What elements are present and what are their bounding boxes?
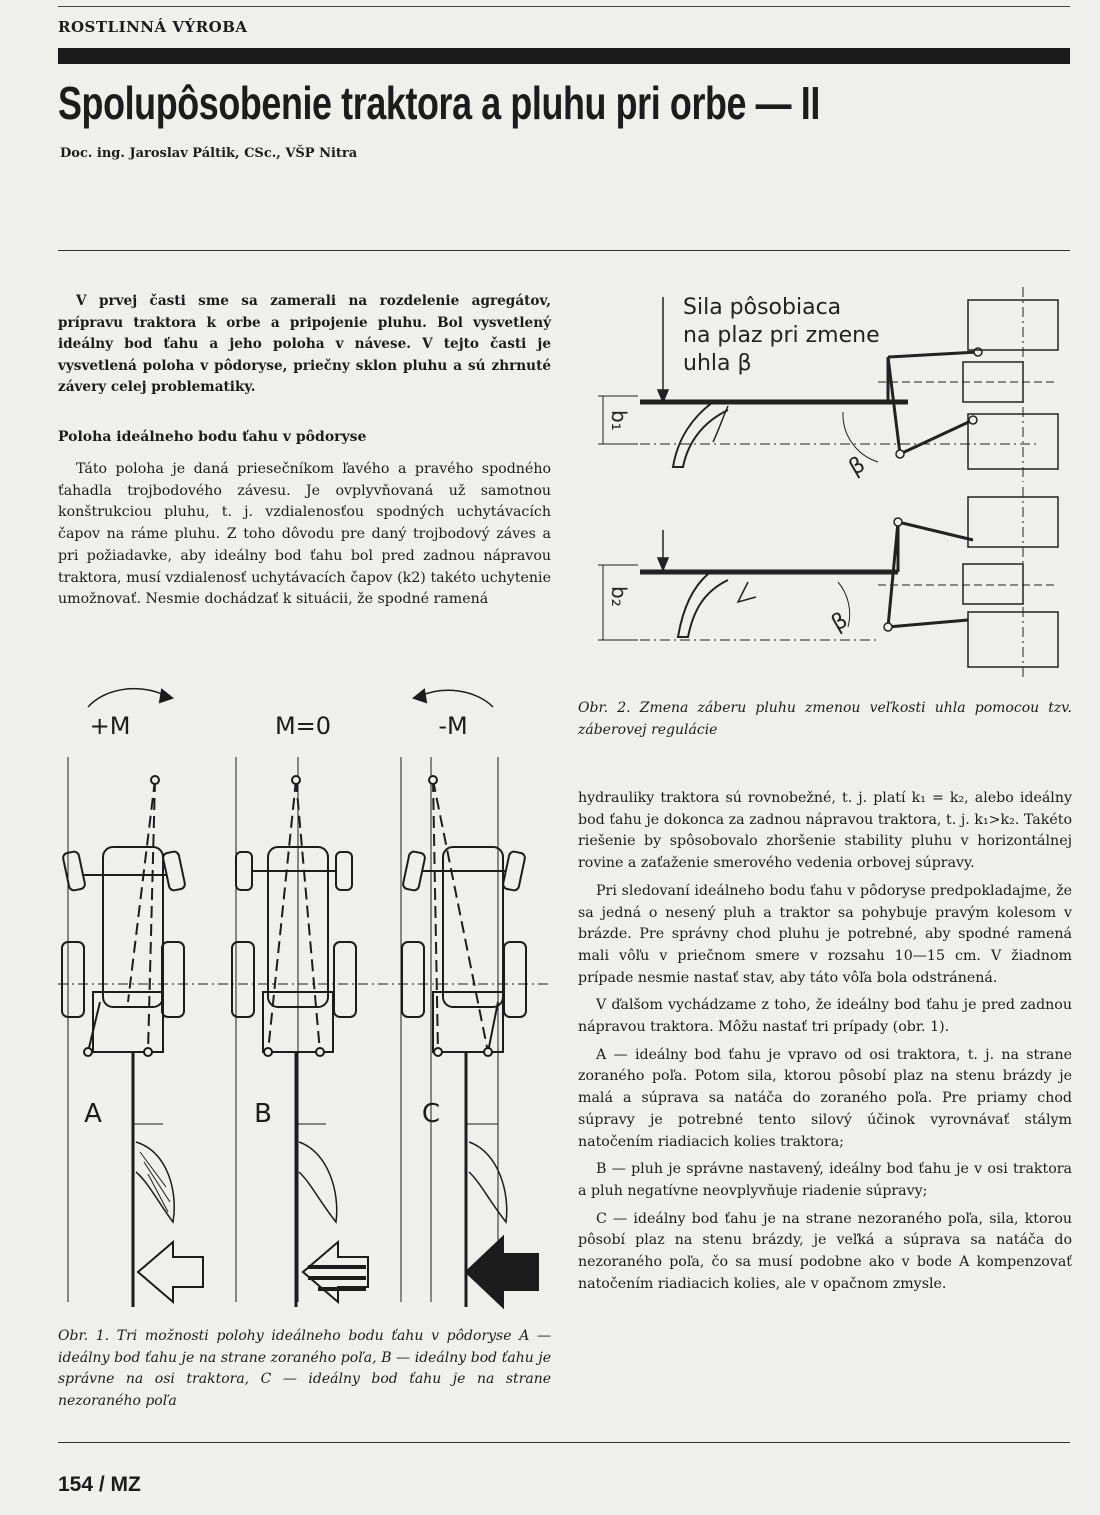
case-label-a: A bbox=[84, 1099, 102, 1129]
fig2-b2-label: b₂ bbox=[607, 586, 631, 607]
right-paragraph: B — pluh je správne nastavený, ideálny bod ťahu je v osi traktora a pluh negatívne neovplyvňuje riadenie súpravy; bbox=[578, 1161, 1072, 1199]
figure-2-caption: Obr. 2. Zmena záberu pluhu zmenou veľkosti uhla pomocou tzv. záberovej regulácie bbox=[578, 700, 1072, 738]
fig2-b1-label: b₁ bbox=[607, 410, 631, 431]
right-paragraph: V ďalšom vychádzame z toho, že ideálny bod ťahu je pred zadnou nápravou traktora. Môžu nastať tri prípady (obr. 1). bbox=[578, 997, 1072, 1036]
figure-1 bbox=[58, 662, 551, 1317]
top-rule bbox=[58, 6, 1070, 7]
fig2-beta-upper: β bbox=[844, 452, 870, 481]
right-paragraph: C — ideálny bod ťahu je na strane nezoraného poľa, sila, ktorou pôsobí plaz na stenu brázdy, je veľká a súprava sa natáča do nezoraného poľa, čo sa musí podobne ako v bode A kompenzovať natočením riadiacich kolies, ale v opačnom zmysle. bbox=[578, 1210, 1072, 1292]
header-bar bbox=[58, 48, 1070, 64]
right-paragraph: hydrauliky traktora sú rovnobežné, t. j. platí k₁ = k₂, alebo ideálny bod ťahu je dokonca za zadnou nápravou traktora, t. j. k₁>k₂. Takéto riešenie by spôsobovalo zhoršenie stability pluhu v horizontálnej rovine a zaťaženie smerového vedenia orbovej súpravy. bbox=[578, 790, 1072, 872]
case-label-b: B bbox=[254, 1099, 272, 1129]
figure-2 bbox=[578, 282, 1072, 682]
lead-paragraph: V prvej časti sme sa zamerali na rozdelenie agregátov, prípravu traktora k orbe a pripojenie pluhu. Bol vysvetlený ideálny bod ťahu a jeho poloha v návese. V tejto časti je vysvetlená poloha v pôdoryse, priečny sklon pluhu a sú zhrnuté závery celej problematiky. bbox=[58, 293, 551, 395]
tractor-c bbox=[402, 776, 538, 1307]
case-label-c: C bbox=[421, 1099, 441, 1129]
article-title: Spolupôsobenie traktora a pluhu pri orbe — II bbox=[58, 77, 820, 129]
moment-label-a: +M bbox=[89, 712, 131, 740]
subheading: Poloha ideálneho bodu ťahu v pôdoryse bbox=[58, 429, 367, 445]
figure-1-caption: Obr. 1. Tri možnosti polohy ideálneho bodu ťahu v pôdoryse A — ideálny bod ťahu je na strane zoraného poľa, B — ideálny bod ťahu je správne na osi traktora, C — ideálny bod ťahu je na strane nezoraného poľa bbox=[58, 1328, 551, 1409]
moment-label-c: -M bbox=[438, 712, 468, 740]
fig2-label-line2: na plaz pri zmene bbox=[683, 323, 880, 348]
moment-label-b: M=0 bbox=[274, 712, 332, 740]
fig2-label-line3: uhla β bbox=[683, 351, 752, 376]
footer-rule bbox=[58, 1442, 1070, 1443]
right-paragraph: Pri sledovaní ideálneho bodu ťahu v pôdoryse predpokladajme, že sa jedná o nesený pluh a traktor sa pohybuje pravým kolesom v brázde. Pre správny chod pluhu je potrebné, aby spodné ramená mali vôľu v priečnom smere v rozsahu 10—15 cm. V žiadnom prípade nesmie nastať stav, aby táto vôľa bola odstránená. bbox=[578, 882, 1072, 986]
title-rule bbox=[58, 250, 1070, 251]
right-column-text bbox=[578, 788, 1072, 1301]
fig2-label-line1: Sila pôsobiaca bbox=[683, 295, 842, 320]
tractor-b bbox=[232, 776, 368, 1307]
left-column-text bbox=[58, 459, 551, 617]
page-number: 154 / MZ bbox=[58, 1473, 141, 1496]
fig2-beta-lower: β bbox=[827, 607, 853, 637]
left-paragraph: Táto poloha je daná priesečníkom ľavého a pravého spodného ťahadla trojbodového závesu. Je ovplyvňovaná už samotnou konštrukciou pluhu, t. j. vzdialenosťou spodných uchytávacích čapov na ráme pluhu. Z toho dôvodu pre daný trojbodový záves a pri požiadavke, aby ideálny bod ťahu bol pred zadnou nápravou traktora, musí vzdialenosť uchytávacích čapov (k2) takéto uchytenie umožnovať. Nesmie dochádzať k situácii, že spodné ramená bbox=[58, 461, 551, 608]
tractor-a bbox=[62, 776, 203, 1307]
author-line: Doc. ing. Jaroslav Páltik, CSc., VŠP Nitra bbox=[60, 146, 358, 161]
right-paragraph: A — ideálny bod ťahu je vpravo od osi traktora, t. j. na strane zoraného poľa. Potom sila, ktorou pôsobí plaz na stenu brázdy je malá a súprava sa natáča do zoraného poľa. Pre priamy chod súpravy je potrebné tento silový účinok vyrovnávať stálym natočením riadiacich kolies traktora; bbox=[578, 1046, 1072, 1150]
section-label: ROSTLINNÁ VÝROBA bbox=[58, 18, 248, 36]
